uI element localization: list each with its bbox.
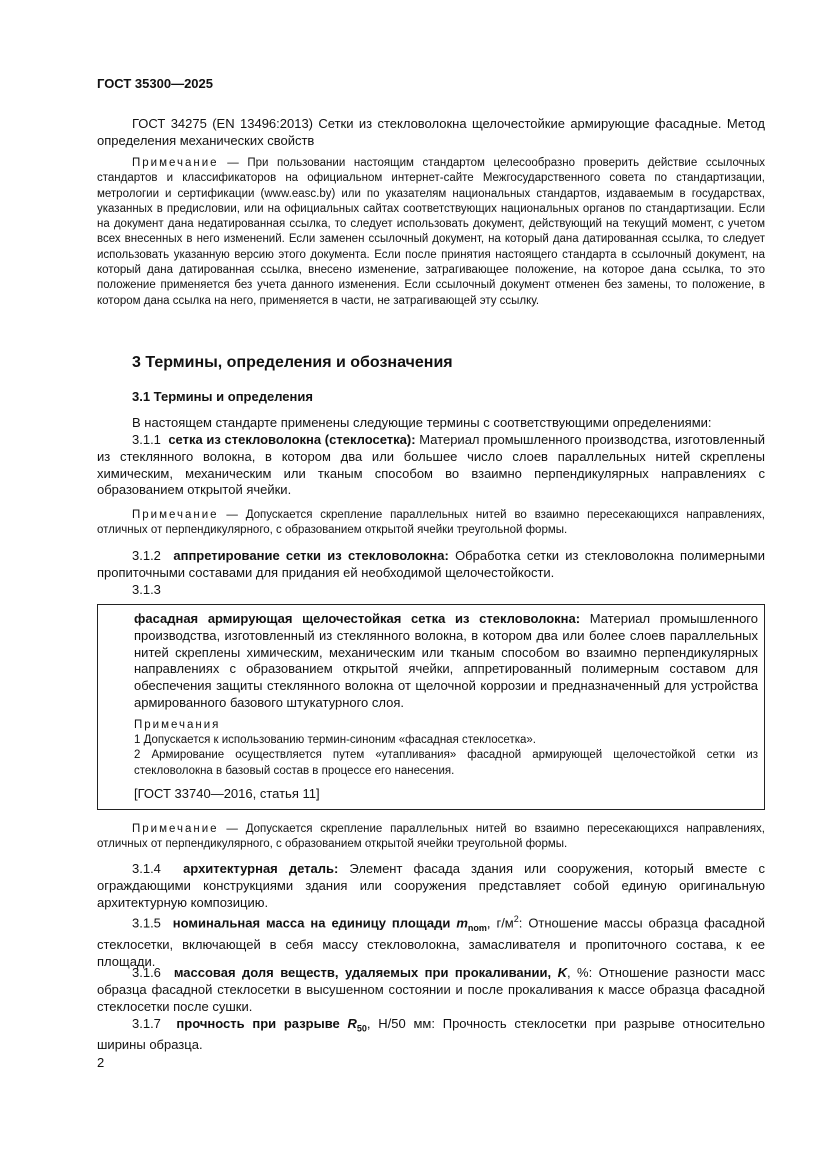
term-definition: : Прочность стеклосетки при разрыве относительно ширины образца. — [97, 1016, 765, 1053]
note-label: Примечание — [132, 157, 219, 169]
term-definition: Обработка сетки из стекловолокна полимерными пропиточными составами для придания ей необходимой щелочестойкости. — [97, 548, 765, 580]
page-number: 2 — [97, 1055, 105, 1070]
term-definition: Элемент фасада здания или сооружения, который вместе с ограждающими конструкциями здания или сооружения представляет собой единую оригинальную архитектурную композицию. — [97, 861, 765, 910]
subsection-3-1-title: 3.1 Термины и определения — [132, 389, 313, 404]
term-symbol: R — [347, 1016, 357, 1031]
normative-reference: ГОСТ 34275 (EN 13496:2013) Сетки из стекловолокна щелочестойкие армирующие фасадные. Метод определения механических свойств — [97, 116, 765, 148]
term-symbol-subscript: 50 — [356, 1023, 367, 1034]
term-name: сетка из стекловолокна (стеклосетка): — [168, 432, 416, 447]
term-number: 3.1.7 — [132, 1016, 161, 1031]
term-unit: , г/м — [486, 915, 514, 931]
term-definition: Материал промышленного производства, изготовленный из стеклянного волокна, в котором два или более слоев параллельных нитей скреплены химическим, механическим или тканым способом во взаимно перпендикулярных направлениях с образованием открытой ячейки, аппретированный полимерным составом для обеспечения защиты стеклянного волокна от щелочной коррозии и предназначенный для устройства армированного базового штукатурного слоя. — [134, 611, 758, 710]
term-name: аппретирование сетки из стекловолокна: — [173, 548, 449, 563]
note-2: 2 Армирование осуществляется путем «утапливания» фасадной армирующей щелочестойкой сетки из стекловолокна в базовый состав в процессе его нанесения. — [134, 749, 758, 777]
note-text: — При пользовании настоящим стандартом целесообразно проверить действие ссылочных стандартов и классификаторов на официальном интернет-сайте Межгосударственного совета по стандартизации, метрологии и сертификации (www.easc.by) или по указателям национальных стандартов, издаваемым в государствах, указанных в предисловии, или на официальных сайтах соответствующих национальных органов по стандартизации. Если на документ дана недатированная ссылка, то следует использовать документ, действующий на текущий момент, с учетом всех внесенных в него изменений. Если заменен ссылочный документ, на который дана датированная ссылка, то следует использовать указанную версию этого документа. Если после принятия настоящего стандарта в ссылочный документ, на который дана датированная ссылка, внесено изменение, затрагивающее положение, на которое дана ссылка, то это положение применяется без учета данного изменения. Если ссылочный документ отменен без замены, то положение, в котором дана ссылка на него, применяется в части, не затрагивающей эту ссылку. — [97, 157, 765, 307]
term-number: 3.1.4 — [132, 861, 161, 876]
term-3-1-7 — [97, 1016, 765, 1054]
note-label: Примечание — [132, 823, 219, 835]
note-normative-references — [97, 156, 765, 309]
term-3-1-1 — [97, 432, 765, 499]
document-code: ГОСТ 35300—2025 — [97, 76, 213, 91]
term-unit: , Н/50 мм — [366, 1016, 432, 1031]
term-3-1-5 — [97, 911, 765, 970]
note-3-1-3 — [97, 822, 765, 853]
term-name: фасадная армирующая щелочестойкая сетка из стекловолокна: — [134, 611, 581, 626]
term-definition: : Отношение разности масс образца фасадной стеклосетки в высушенном состоянии и после прокаливания к массе образца фасадной стеклосетки после сушки. — [97, 965, 765, 1014]
term-3-1-3 — [134, 611, 758, 712]
term-definition: Материал промышленного производства, изготовленный из стеклянного волокна, в котором два или большее число слоев параллельных нитей скреплены химическим, механическим или тканым способом во взаимно перпендикулярных направлениях с образованием открытой ячейки. — [97, 432, 765, 498]
term-number: 3.1.2 — [132, 548, 161, 563]
term-number: 3.1.1 — [132, 432, 161, 447]
term-3-1-2 — [97, 548, 765, 582]
notes-label-text: Примечания — [134, 718, 221, 731]
note-text: — Допускается скрепление параллельных нитей во взаимно пересекающихся направлениях, отличных от перпендикулярного, с образованием открытой ячейки треугольной формы. — [97, 509, 765, 537]
note-label: Примечание — [132, 509, 219, 521]
quoted-term-box — [97, 604, 765, 810]
term-unit: , % — [566, 965, 589, 980]
term-3-1-3-number: 3.1.3 — [132, 582, 161, 597]
term-3-1-6 — [97, 965, 765, 1015]
term-name: прочность при разрыве — [176, 1016, 348, 1031]
term-definition: : Отношение массы образца фасадной стеклосетки, включающей в себя массу стекловолокна, замасливателя и пропиточного состава, к ее площади. — [97, 915, 765, 969]
term-unit-superscript: 2 — [513, 914, 519, 924]
term-number: 3.1.6 — [132, 965, 161, 980]
term-symbol: K — [557, 965, 567, 980]
note-3-1-1 — [97, 508, 765, 539]
note-1: 1 Допускается к использованию термин-синоним «фасадная стеклосетка». — [134, 734, 536, 747]
notes-label — [134, 718, 758, 733]
term-name: номинальная масса на единицу площади — [172, 915, 457, 931]
section-3-title: 3 Термины, определения и обозначения — [132, 354, 453, 371]
note-text: — Допускается скрепление параллельных нитей во взаимно пересекающихся направлениях, отличных от перпендикулярного, с образованием открытой ячейки треугольной формы. — [97, 823, 765, 851]
term-name: архитектурная деталь: — [183, 861, 339, 876]
term-symbol: m — [456, 915, 468, 931]
terms-intro: В настоящем стандарте применены следующие термины с соответствующими определениями: — [132, 415, 712, 430]
term-source: [ГОСТ 33740—2016, статья 11] — [134, 785, 320, 801]
term-3-1-4 — [97, 861, 765, 911]
term-number: 3.1.5 — [132, 915, 161, 931]
term-name: массовая доля веществ, удаляемых при прокаливании, — [173, 965, 558, 980]
term-symbol-subscript: nom — [467, 922, 487, 933]
